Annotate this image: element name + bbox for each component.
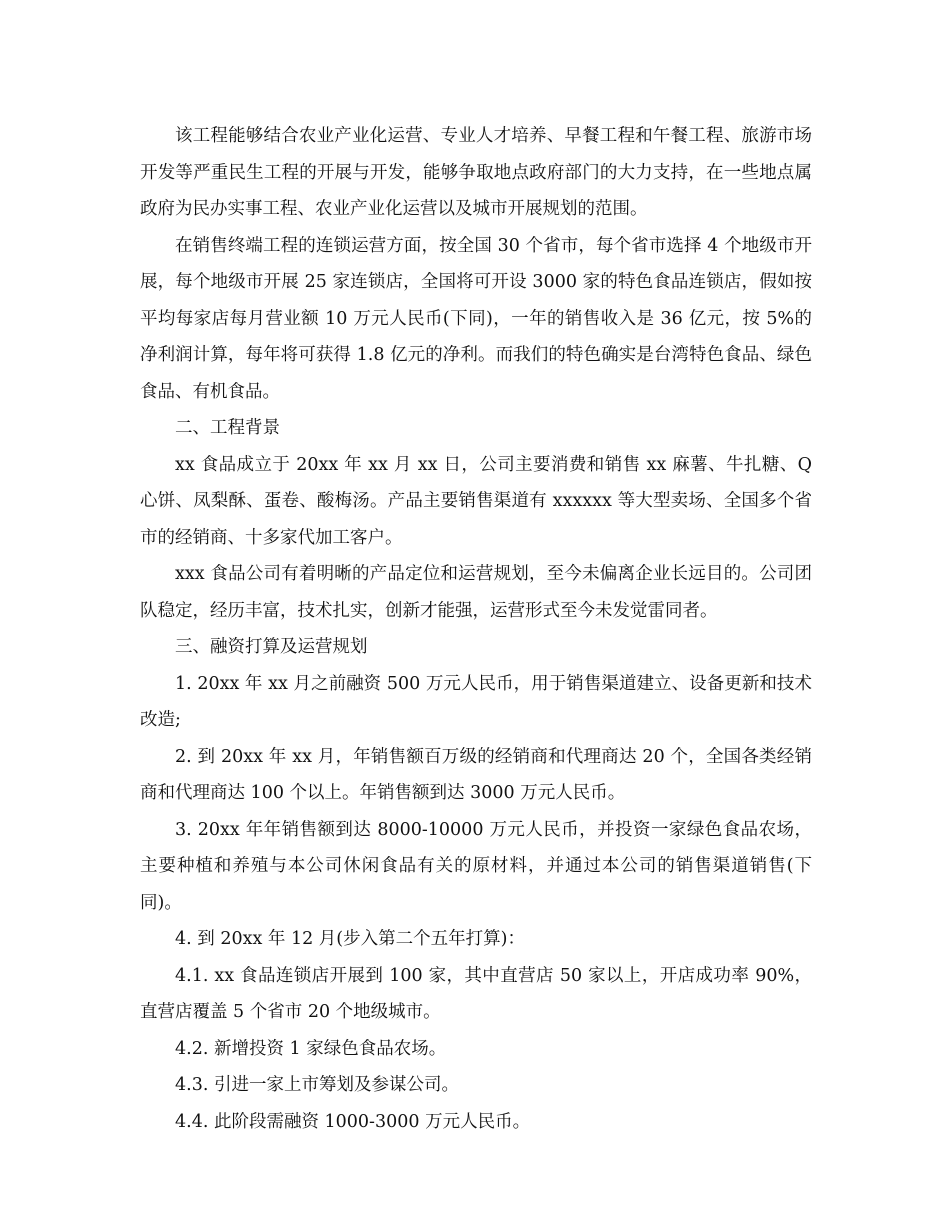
paragraph-company-positioning: xxx 食品公司有着明晰的产品定位和运营规划，至今未偏离企业长远目的。公司团队稳定，经历丰富，技术扎实，创新才能强，运营形式至今未发觉雷同者。 [140, 564, 812, 621]
list-item-plan-3: 3. 20xx 年年销售额到达 8000-10000 万元人民币，并投资一家绿色食品农场，主要种植和养殖与本公司休闲食品有关的原材料，并通过本公司的销售渠道销售(下同)。 [140, 819, 812, 913]
list-item-plan-4-1: 4.1. xx 食品连锁店开展到 100 家，其中直营店 50 家以上，开店成功率 90%，直营店覆盖 5 个省市 20 个地级城市。 [140, 965, 812, 1022]
list-item-plan-4-4: 4.4. 此阶段需融资 1000-3000 万元人民币。 [175, 1111, 531, 1132]
list-item-plan-2: 2. 到 20xx 年 xx 月，年销售额百万级的经销商和代理商达 20 个，全国各类经销商和代理商达 100 个以上。年销售额到达 3000 万元人民币。 [140, 746, 812, 803]
section-heading-project-background: 二、工程背景 [175, 418, 280, 438]
list-item-plan-4-3: 4.3. 引进一家上市筹划及参谋公司。 [175, 1075, 459, 1095]
paragraph-project-significance: 该工程能够结合农业产业化运营、专业人才培养、早餐工程和午餐工程、旅游市场开发等严重民生工程的开展与开发，能够争取地点政府部门的大力支持，在一些地点属政府为民办实事工程、农业产业化运营以及城市开展规划的范围。 [140, 126, 812, 219]
paragraph-chain-operation: 在销售终端工程的连锁运营方面，按全国 30 个省市，每个省市选择 4 个地级市开展，每个地级市开展 25 家连锁店，全国将可开设 3000 家的特色食品连锁店，假如按平均每家店每月营业额 10 万元人民币(下同)，一年的销售收入是 36 亿元，按 5%的净利润计算，每年将可获得 1.8 亿元的净利。而我们的特色确实是台湾特色食品、绿色食品、有机食品。 [140, 235, 812, 402]
list-item-plan-4-2: 4.2. 新增投资 1 家绿色食品农场。 [175, 1038, 447, 1059]
list-item-plan-4: 4. 到 20xx 年 12 月(步入第二个五年打算)： [175, 929, 525, 949]
list-item-plan-1: 1. 20xx 年 xx 月之前融资 500 万元人民币，用于销售渠道建立、设备更新和技术改造; [140, 673, 812, 730]
section-heading-financing-plan: 三、融资打算及运营规划 [175, 637, 368, 657]
document-page [140, 118, 812, 1140]
paragraph-company-intro: xx 食品成立于 20xx 年 xx 月 xx 日，公司主要消费和销售 xx 麻薯、牛扎糖、Q心饼、凤梨酥、蛋卷、酸梅汤。产品主要销售渠道有 xxxxxx 等大型卖场、全国多个省市的经销商、十多家代加工客户。 [140, 454, 812, 548]
